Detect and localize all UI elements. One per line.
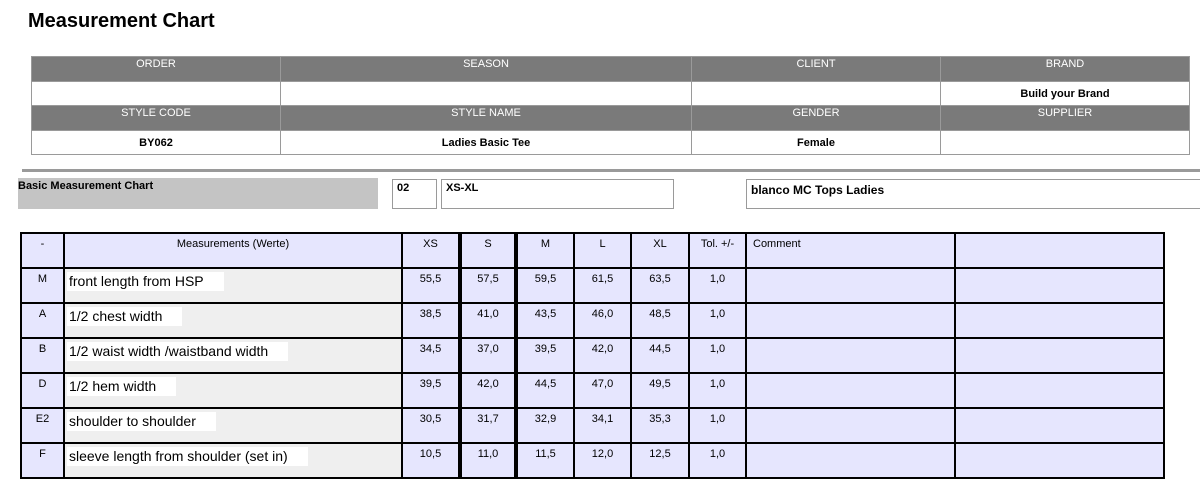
xs-value: 55,5 (402, 268, 460, 303)
s-value: 42,0 (460, 373, 516, 408)
l-value: 12,0 (574, 443, 631, 478)
tolerance-value: 1,0 (689, 303, 746, 338)
table-row (21, 338, 1164, 373)
measurement-name (64, 303, 402, 338)
xs-value: 38,5 (402, 303, 460, 338)
section-divider (22, 169, 1200, 172)
m-header: M (516, 233, 574, 268)
measurement-label: front length from HSP (67, 272, 224, 291)
table-row (21, 408, 1164, 443)
m-value: 11,5 (516, 443, 574, 478)
code-cell: M (21, 268, 64, 303)
measurement-table (20, 232, 1165, 479)
extra-cell (955, 338, 1164, 373)
style-code-header: STYLE CODE (32, 106, 281, 131)
xl-value: 63,5 (631, 268, 689, 303)
tolerance-value: 1,0 (689, 443, 746, 478)
table-row (21, 443, 1164, 478)
measurement-name (64, 338, 402, 373)
season-value (281, 82, 692, 106)
tolerance-value: 1,0 (689, 408, 746, 443)
tolerance-header: Tol. +/- (689, 233, 746, 268)
xs-value: 39,5 (402, 373, 460, 408)
s-value: 57,5 (460, 268, 516, 303)
measurement-name (64, 443, 402, 478)
s-value: 11,0 (460, 443, 516, 478)
style-name-header: STYLE NAME (281, 106, 692, 131)
code-cell: B (21, 338, 64, 373)
l-value: 61,5 (574, 268, 631, 303)
comment-header: Comment (746, 233, 955, 268)
extra-header (955, 233, 1164, 268)
extra-cell (955, 408, 1164, 443)
tolerance-value: 1,0 (689, 338, 746, 373)
s-header: S (460, 233, 516, 268)
brand-header: BRAND (941, 57, 1190, 82)
l-value: 46,0 (574, 303, 631, 338)
style-code-value: BY062 (32, 131, 281, 155)
xl-header: XL (631, 233, 689, 268)
gender-header: GENDER (692, 106, 941, 131)
season-header: SEASON (281, 57, 692, 82)
table-row (21, 268, 1164, 303)
description-box: blanco MC Tops Ladies (746, 179, 1200, 209)
extra-cell (955, 443, 1164, 478)
measurement-name (64, 408, 402, 443)
s-value: 37,0 (460, 338, 516, 373)
xl-value: 12,5 (631, 443, 689, 478)
code-cell: F (21, 443, 64, 478)
xs-value: 34,5 (402, 338, 460, 373)
section-code-box: 02 (392, 179, 437, 209)
comment-cell (746, 373, 955, 408)
tolerance-value: 1,0 (689, 268, 746, 303)
extra-cell (955, 303, 1164, 338)
xl-value: 48,5 (631, 303, 689, 338)
comment-cell (746, 338, 955, 373)
gender-value: Female (692, 131, 941, 155)
m-value: 43,5 (516, 303, 574, 338)
style-info-table (31, 56, 1190, 155)
measurement-label: sleeve length from shoulder (set in) (67, 447, 308, 466)
comment-cell (746, 268, 955, 303)
xs-value: 10,5 (402, 443, 460, 478)
page-title: Measurement Chart (28, 10, 215, 32)
style-name-value: Ladies Basic Tee (281, 131, 692, 155)
s-value: 41,0 (460, 303, 516, 338)
l-value: 34,1 (574, 408, 631, 443)
code-cell: A (21, 303, 64, 338)
m-value: 32,9 (516, 408, 574, 443)
supplier-header: SUPPLIER (941, 106, 1190, 131)
supplier-value (941, 131, 1190, 155)
m-value: 39,5 (516, 338, 574, 373)
xl-value: 35,3 (631, 408, 689, 443)
measurement-label: shoulder to shoulder (67, 412, 216, 431)
comment-cell (746, 408, 955, 443)
client-header: CLIENT (692, 57, 941, 82)
code-cell: D (21, 373, 64, 408)
xl-value: 44,5 (631, 338, 689, 373)
s-value: 31,7 (460, 408, 516, 443)
l-value: 42,0 (574, 338, 631, 373)
m-value: 59,5 (516, 268, 574, 303)
measurements-header: Measurements (Werte) (64, 233, 402, 268)
size-range-box: XS-XL (441, 179, 674, 209)
measurement-label: 1/2 chest width (67, 307, 182, 326)
xl-value: 49,5 (631, 373, 689, 408)
comment-cell (746, 303, 955, 338)
l-value: 47,0 (574, 373, 631, 408)
m-value: 44,5 (516, 373, 574, 408)
extra-cell (955, 268, 1164, 303)
table-row (21, 303, 1164, 338)
l-header: L (574, 233, 631, 268)
client-value (692, 82, 941, 106)
xs-header: XS (402, 233, 460, 268)
tolerance-value: 1,0 (689, 373, 746, 408)
order-header: ORDER (32, 57, 281, 82)
measurement-name (64, 268, 402, 303)
xs-value: 30,5 (402, 408, 460, 443)
header-row (21, 233, 1164, 268)
table-row (21, 373, 1164, 408)
order-value (32, 82, 281, 106)
measurement-label: 1/2 waist width /waistband width (67, 342, 288, 361)
code-header: - (21, 233, 64, 268)
brand-value: Build your Brand (941, 82, 1190, 106)
comment-cell (746, 443, 955, 478)
section-label: Basic Measurement Chart (18, 178, 378, 209)
measurement-label: 1/2 hem width (67, 377, 176, 396)
code-cell: E2 (21, 408, 64, 443)
measurement-name (64, 373, 402, 408)
extra-cell (955, 373, 1164, 408)
